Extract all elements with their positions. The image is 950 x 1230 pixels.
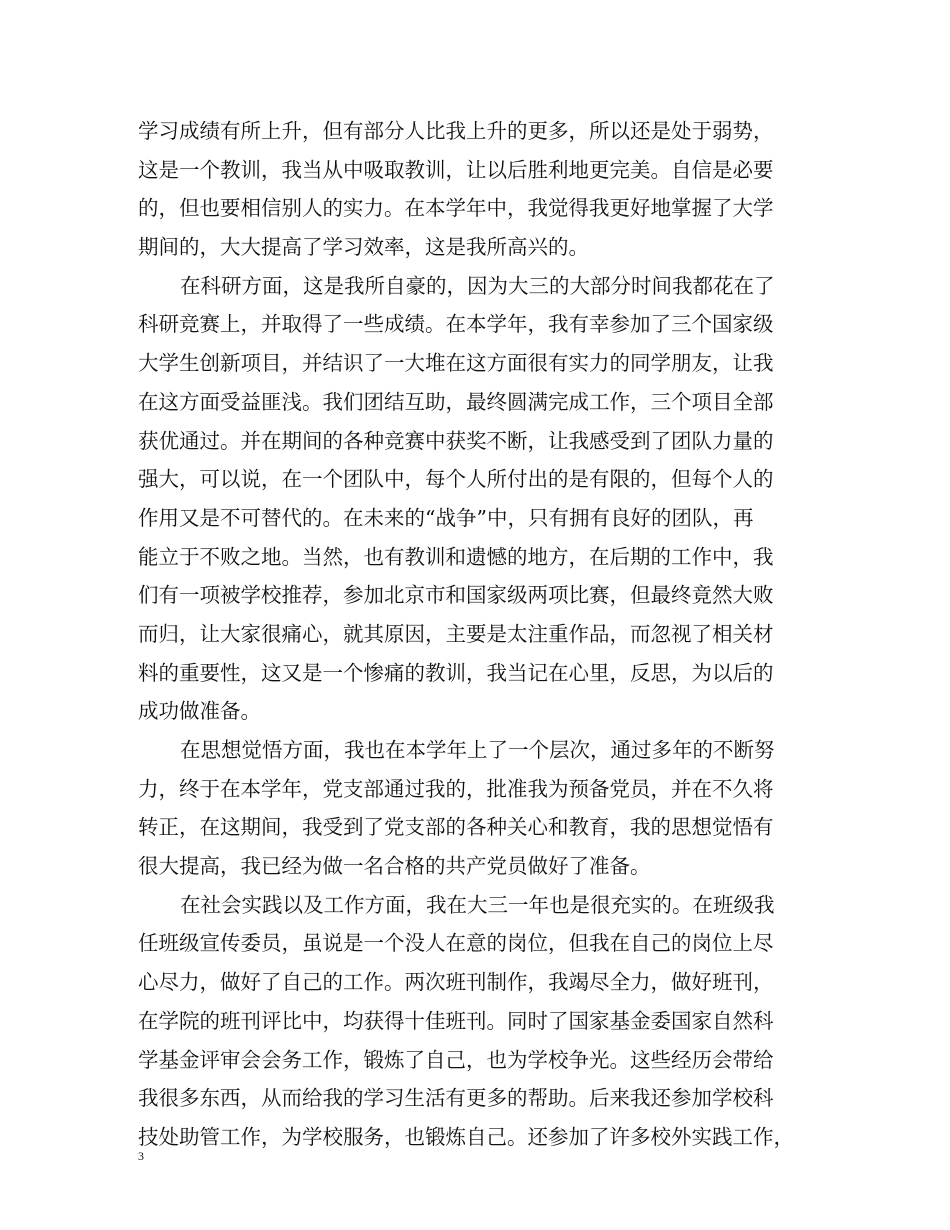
text-line: 期间的，大大提高了学习效率，这是我所高兴的。 (138, 235, 589, 260)
text-line: 心尽力，做好了自己的工作。两次班刊制作，我竭尽全力，做好班刊， (138, 970, 774, 995)
text-line: 这是一个教训，我当从中吸取教训，让以后胜利地更完美。自信是必要 (138, 157, 774, 182)
text-line: 在思想觉悟方面，我也在本学年上了一个层次，通过多年的不断努 (180, 738, 775, 762)
text-line: 成功做准备。 (138, 699, 261, 724)
text-line: 而归，让大家很痛心，就其原因，主要是太注重作品，而忽视了相关材 (138, 621, 774, 646)
text-line: 在社会实践以及工作方面，我在大三一年也是很充实的。在班级我 (180, 892, 775, 917)
text-line: 学习成绩有所上升，但有部分人比我上升的更多，所以还是处于弱势， (138, 119, 774, 143)
text-line: 大学生创新项目，并结识了一大堆在这方面很有实力的同学朋友，让我 (138, 351, 774, 376)
text-line: 力，终于在本学年，党支部通过我的，批准我为预备党员，并在不久将 (138, 776, 774, 801)
text-line: 在学院的班刊评比中，均获得十佳班刊。同时了国家基金委国家自然科 (138, 1008, 774, 1033)
text-line: 任班级宣传委员，虽说是一个没人在意的岗位，但我在自己的岗位上尽 (138, 931, 774, 956)
text-line: 强大，可以说，在一个团队中，每个人所付出的是有限的，但每个人的 (138, 467, 774, 492)
text-line: 们有一项被学校推荐，参加北京市和国家级两项比赛，但最终竟然大败 (138, 583, 774, 608)
page-number: 3 (138, 1149, 144, 1163)
text-line: 的，但也要相信别人的实力。在本学年中，我觉得我更好地掌握了大学 (138, 196, 774, 221)
text-line: 学基金评审会会务工作，锻炼了自己，也为学校争光。这些经历会带给 (138, 1047, 774, 1072)
text-line: 能立于不败之地。当然，也有教训和遗憾的地方，在后期的工作中，我 (138, 544, 774, 569)
text-line: 作用又是不可替代的。在未来的“战争”中，只有拥有良好的团队，再 (138, 505, 754, 530)
text-line: 科研竞赛上，并取得了一些成绩。在本学年，我有幸参加了三个国家级 (138, 312, 774, 337)
text-line: 在这方面受益匪浅。我们团结互助，最终圆满完成工作，三个项目全部 (138, 389, 774, 414)
text-line: 转正，在这期间，我受到了党支部的各种关心和教育，我的思想觉悟有 (138, 815, 774, 840)
body-text (138, 112, 814, 1157)
text-line: 在科研方面，这是我所自豪的，因为大三的大部分时间我都花在了 (180, 273, 775, 298)
text-line: 获优通过。并在期间的各种竞赛中获奖不断，让我感受到了团队力量的 (138, 428, 774, 453)
text-line: 很大提高，我已经为做一名合格的共产党员做好了准备。 (138, 854, 651, 879)
text-line: 技处助管工作，为学校服务，也锻炼自己。还参加了许多校外实践工作， (138, 1124, 794, 1149)
text-line: 料的重要性，这又是一个惨痛的教训，我当记在心里，反思，为以后的 (138, 660, 774, 685)
text-line: 我很多东西，从而给我的学习生活有更多的帮助。后来我还参加学校科 (138, 1086, 774, 1111)
